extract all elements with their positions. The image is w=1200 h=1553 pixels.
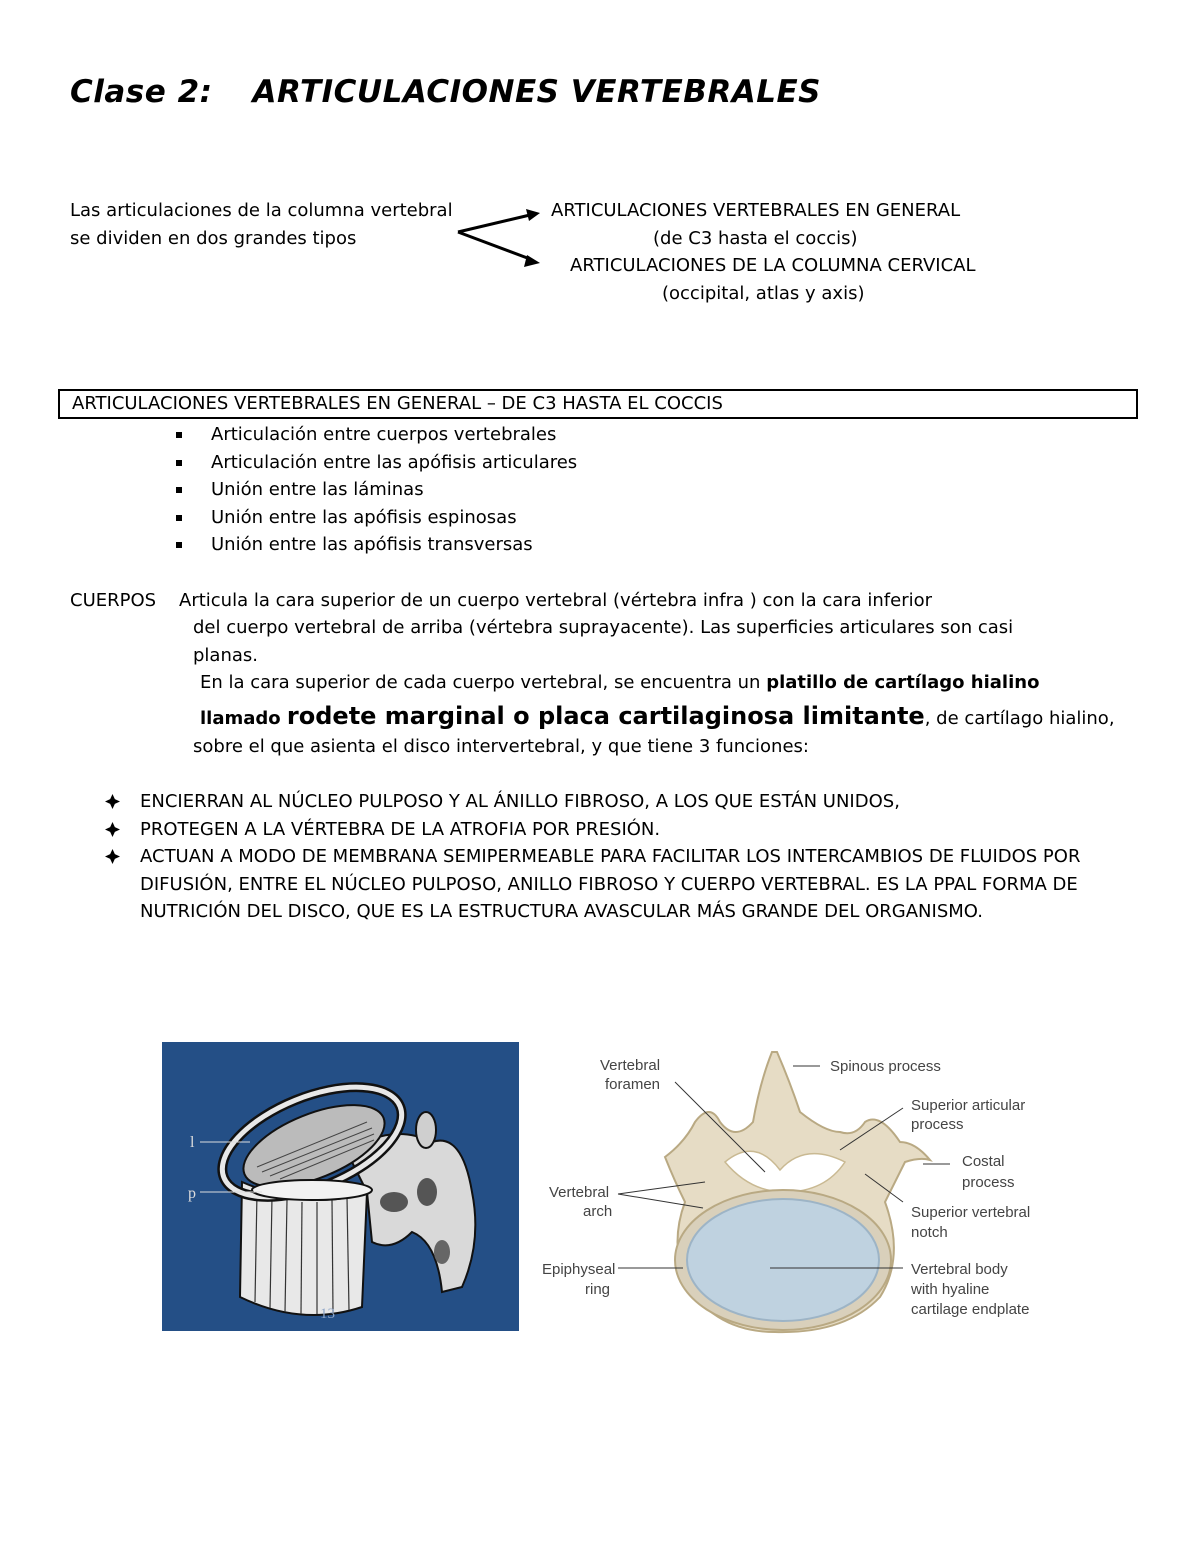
square-bullet-icon [176, 487, 182, 493]
label-vertebral-foramen-2: foramen [605, 1076, 661, 1093]
vertebra-anatomy-image [535, 1042, 1050, 1340]
cuerpos-line5: llamado rodete marginal o placa cartilaginosa limitante, de cartílago hialino, [200, 702, 1115, 730]
label-body-2: with hyaline [911, 1281, 990, 1298]
label-superior-notch-2: notch [911, 1224, 948, 1241]
label-superior-notch-1: Superior vertebral [911, 1204, 1031, 1221]
label-spinous-process: Spinous process [830, 1058, 941, 1075]
figure1-label-l: l [190, 1134, 195, 1151]
label-body-3: cartilage endplate [911, 1301, 1030, 1318]
list-item: Articulación entre cuerpos vertebrales [176, 421, 577, 449]
square-bullet-icon [176, 542, 182, 548]
intro-right-line4: (occipital, atlas y axis) [662, 283, 865, 304]
label-body-1: Vertebral body [911, 1261, 1008, 1278]
list-item: Unión entre las apófisis espinosas [176, 504, 577, 532]
label-superior-articular-1: Superior articular [911, 1097, 1026, 1114]
intro-right-line3: ARTICULACIONES DE LA COLUMNA CERVICAL [570, 255, 976, 276]
list-item: Articulación entre las apófisis articulares [176, 449, 577, 477]
split-arrows [450, 205, 545, 270]
cuerpos-line6: sobre el que asienta el disco intervertebral, y que tiene 3 funciones: [193, 736, 809, 757]
cuerpos-line3: planas. [193, 645, 258, 666]
vertebra-anatomy-figure [535, 1042, 1050, 1340]
label-costal-process-1: Costal [962, 1153, 1005, 1170]
title-clase: Clase 2: [70, 74, 213, 110]
intro-left-line2: se dividen en dos grandes tipos [70, 228, 357, 249]
cuerpos-line2: del cuerpo vertebral de arriba (vértebra suprayacente). Las superficies articulares son casi [193, 617, 1014, 638]
label-vertebral-foramen-1: Vertebral [600, 1057, 661, 1074]
square-bullet-icon [176, 460, 182, 466]
list-item: ENCIERRAN AL NÚCLEO PULPOSO Y AL ÁNILLO FIBROSO, A LOS QUE ESTÁN UNIDOS, [105, 788, 1135, 816]
label-vertebral-arch-2: arch [583, 1203, 613, 1220]
list-item: Unión entre las apófisis transversas [176, 531, 577, 559]
section-heading-box [58, 389, 1138, 419]
title-topic: ARTICULACIONES VERTEBRALES [252, 74, 821, 110]
page-title [70, 74, 821, 110]
label-epiphyseal-1: Epiphyseal [542, 1261, 616, 1278]
section-heading: ARTICULACIONES VERTEBRALES EN GENERAL – DE C3 HASTA EL COCCIS [72, 393, 723, 414]
label-costal-process-2: process [962, 1174, 1015, 1191]
cuerpos-line4: En la cara superior de cada cuerpo vertebral, se encuentra un platillo de cartílago hialino [200, 672, 1040, 693]
vertebra-sketch-image [162, 1042, 519, 1331]
list-item: Unión entre las láminas [176, 476, 577, 504]
label-vertebral-arch-1: Vertebral [549, 1184, 610, 1201]
square-bullet-icon [176, 432, 182, 438]
cuerpos-label: CUERPOS [70, 590, 157, 611]
cuerpos-line1: Articula la cara superior de un cuerpo vertebral (vértebra infra ) con la cara inferior [179, 590, 933, 611]
diamond-bullet-icon [105, 822, 120, 837]
list-item: ACTUAN A MODO DE MEMBRANA SEMIPERMEABLE PARA FACILITAR LOS INTERCAMBIOS DE FLUIDOS POR DIFUSIÓN, ENTRE EL NÚCLEO PULPOSO, ANILLO FIBROSO Y CUERPO VERTEBRAL. ES LA PPAL FORMA DE NUTRICIÓN DEL DISCO, QUE ES LA ESTRUCTURA AVASCULAR MÁS GRANDE DEL ORGANISMO. [105, 843, 1135, 926]
vertebra-sketch-figure [162, 1042, 519, 1331]
label-epiphyseal-2: ring [585, 1281, 611, 1298]
label-superior-articular-2: process [911, 1116, 964, 1133]
list-item: PROTEGEN A LA VÉRTEBRA DE LA ATROFIA POR PRESIÓN. [105, 816, 1135, 844]
diamond-bullet-icon [105, 794, 120, 809]
joint-types-list [176, 421, 577, 559]
square-bullet-icon [176, 515, 182, 521]
intro-right-line2: (de C3 hasta el coccis) [653, 228, 858, 249]
functions-list [105, 788, 1135, 926]
figure1-label-p: p [188, 1185, 196, 1202]
intro-right-line1: ARTICULACIONES VERTEBRALES EN GENERAL [551, 200, 961, 221]
figure1-number: 13 [320, 1306, 335, 1322]
diamond-bullet-icon [105, 849, 120, 864]
intro-left-line1: Las articulaciones de la columna vertebral [70, 200, 453, 221]
